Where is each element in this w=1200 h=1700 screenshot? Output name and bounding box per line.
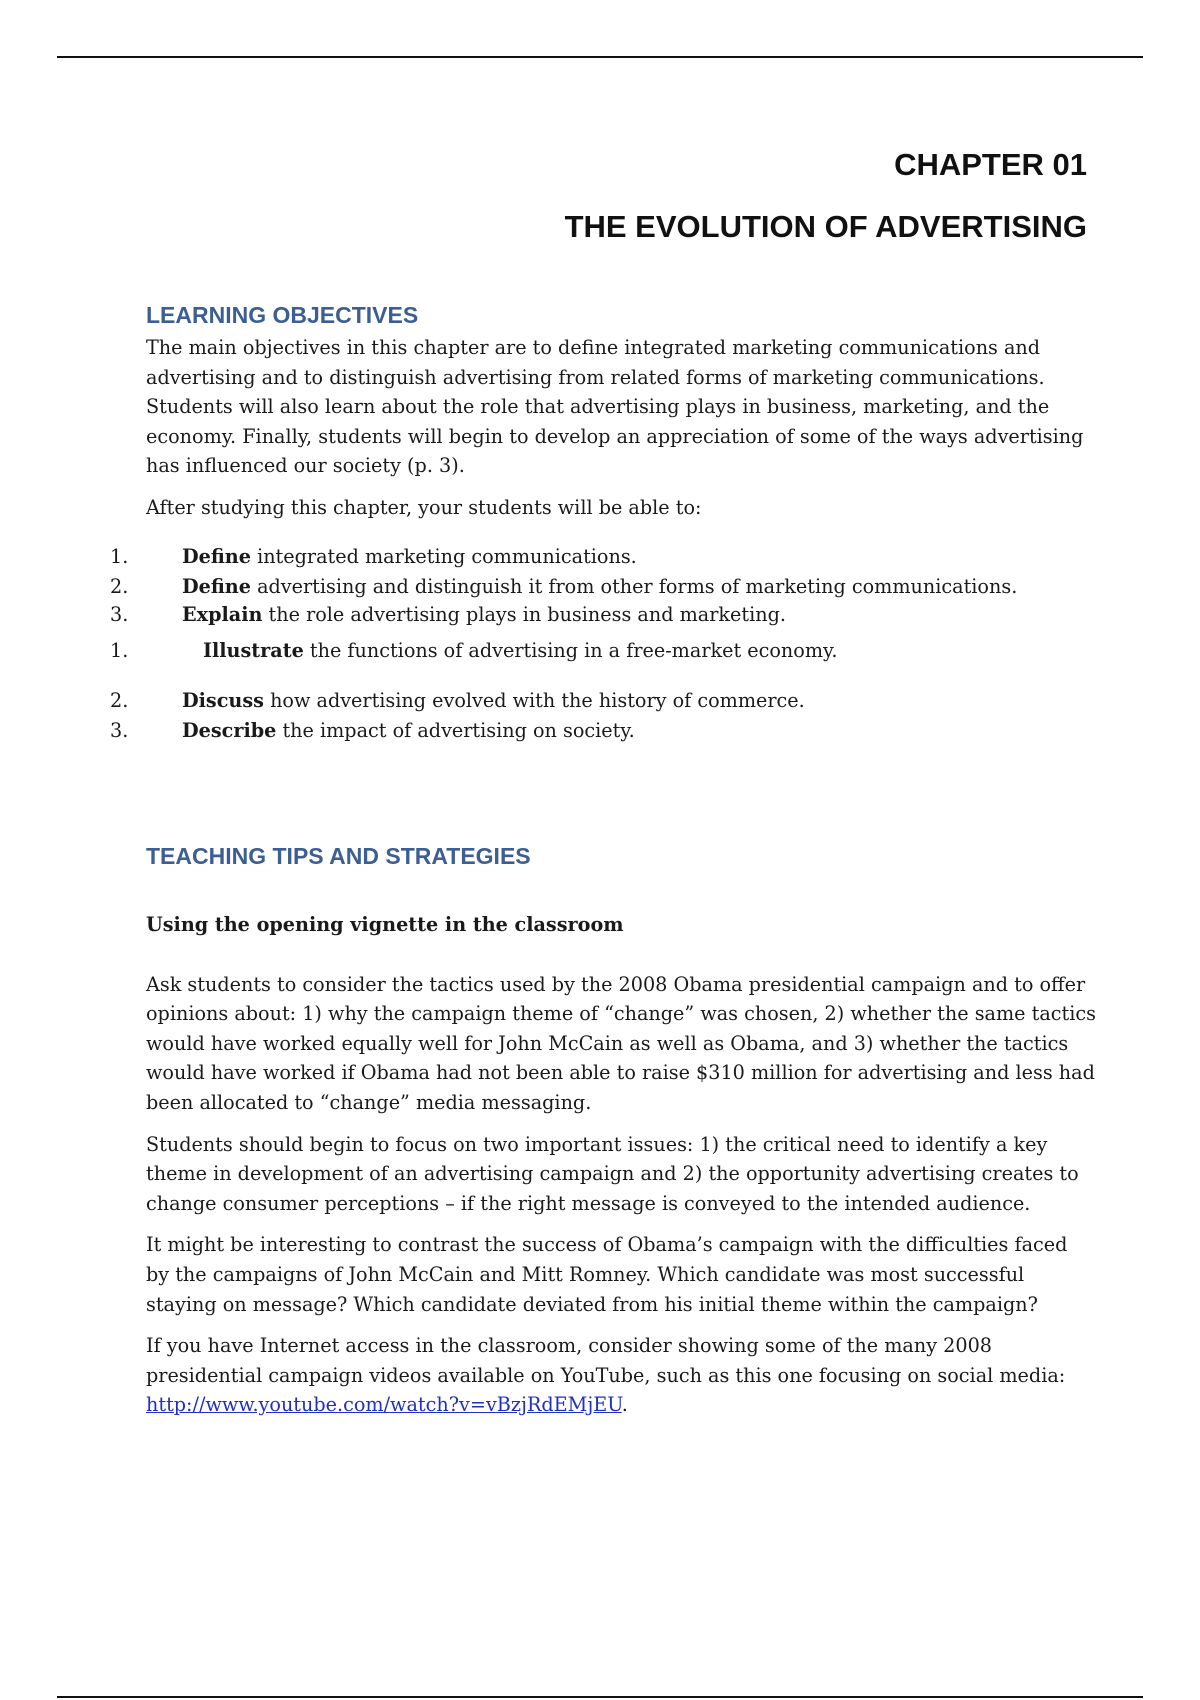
vignette-subheading: Using the opening vignette in the classroom [146,913,624,936]
bottom-rule [57,1696,1143,1698]
teaching-tips-heading: TEACHING TIPS AND STRATEGIES [146,843,531,869]
top-rule [57,56,1143,58]
chapter-number: CHAPTER 01 [894,147,1087,182]
teaching-paragraph-text: If you have Internet access in the classroom, consider showing some of the many 2008 presidential campaign videos available on YouTube, such as this one focusing on social media: [146,1334,1066,1387]
teaching-paragraph: It might be interesting to contrast the success of Obama’s campaign with the difficulties faced by the campaigns of John McCain and Mitt Romney. Which candidate was most successful staying on message? Which candidate deviated from his initial theme within the campaign? [146,1233,1068,1316]
objective-verb: Describe [182,719,277,742]
learning-objectives-section [146,302,1096,523]
chapter-title: THE EVOLUTION OF ADVERTISING [564,209,1087,244]
link-suffix: . [621,1393,628,1417]
objective-verb: Explain [182,603,263,626]
objective-number: 2. [110,689,129,712]
teaching-paragraph: Students should begin to focus on two important issues: 1) the critical need to identify a key theme in development of an advertising campaign and 2) the opportunity advertising creates to change consumer perceptions – if the right message is conveyed to the intended audience. [146,1132,1079,1215]
teaching-tips-section [146,843,1096,1420]
objective-verb: Define [182,545,251,568]
objective-text: integrated marketing communications. [250,545,637,568]
objective-verb: Illustrate [203,639,304,662]
teaching-paragraph: Ask students to consider the tactics used by the 2008 Obama presidential campaign and to offer opinions about: 1) why the campaign theme of “change” was chosen, 2) whether the same tactics would have worked equally well for John McCain as well as Obama, and 3) whether the tactics would have worked if Obama had not been able to raise $310 million for advertising and less had been allocated to “change” media messaging. [146,972,1096,1114]
objective-number: 1. [110,639,129,662]
learning-objectives-lead-in: After studying this chapter, your students will be able to: [146,495,702,519]
objective-verb: Define [182,575,251,598]
teaching-paragraph-last [146,1331,1096,1420]
objective-number: 1. [110,545,129,568]
learning-objectives-heading: LEARNING OBJECTIVES [146,302,419,328]
objective-text: advertising and distinguish it from other forms of marketing communications. [250,575,1018,598]
objective-number: 3. [110,603,129,626]
objective-text: the functions of advertising in a free-market economy. [303,639,838,662]
learning-objectives-intro: The main objectives in this chapter are to define integrated marketing communications and advertising and to distinguish advertising from related forms of marketing communications. Students will also learn about the role that advertising plays in business, marketing, and the economy. Finally, students will begin to develop an appreciation of some of the ways advertising has influenced our society (p. 3). [146,336,1084,478]
objective-number: 3. [110,719,129,742]
objective-text: the role advertising plays in business and marketing. [262,603,786,626]
objective-text: the impact of advertising on society. [276,719,635,742]
objective-verb: Discuss [182,689,264,712]
objective-number: 2. [110,575,129,598]
objective-text: how advertising evolved with the history of commerce. [263,689,805,712]
youtube-link[interactable]: http://www.youtube.com/watch?v=vBzjRdEMjEU [146,1393,622,1417]
